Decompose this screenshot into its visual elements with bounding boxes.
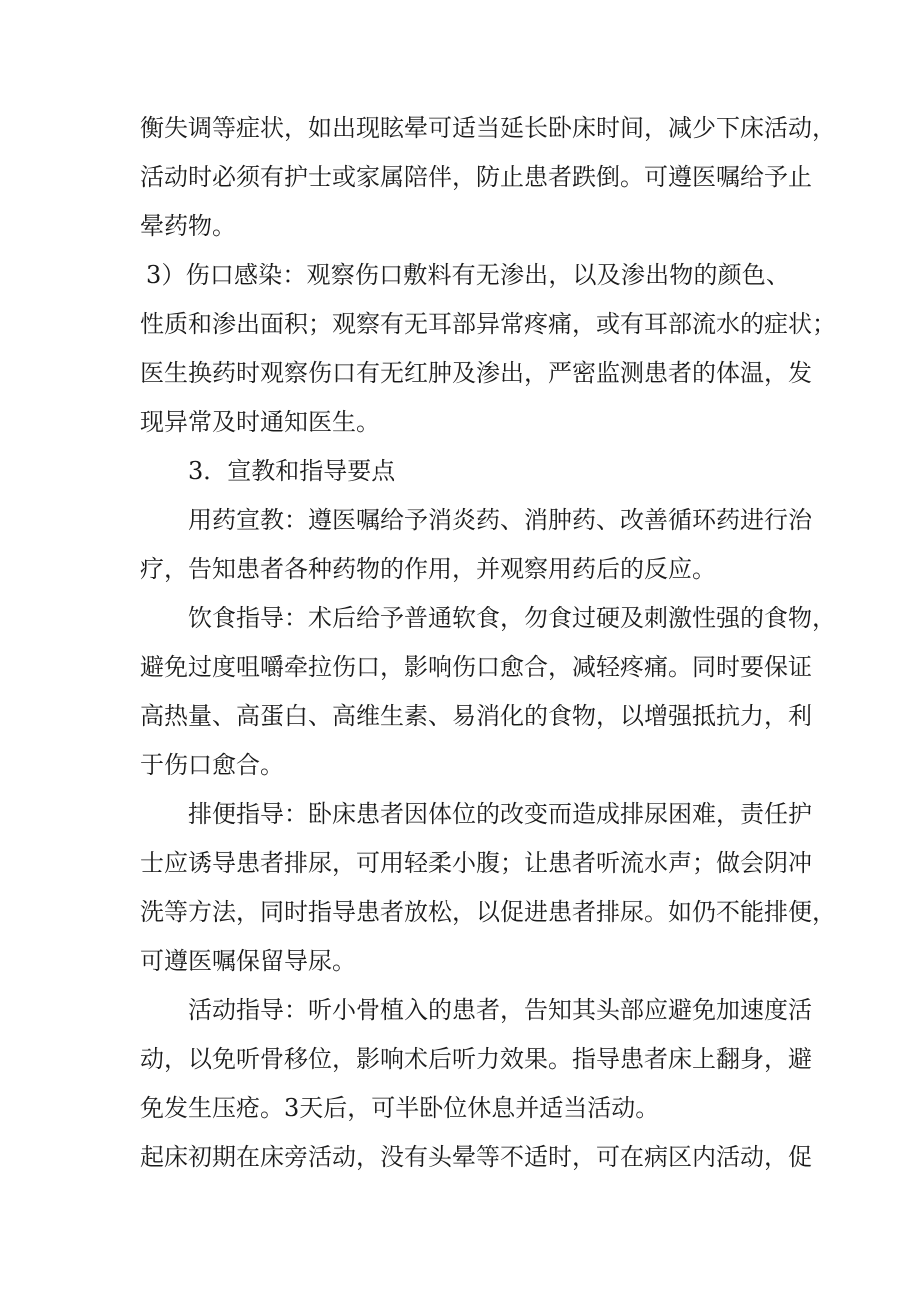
text-line: 于伤口愈合。 bbox=[140, 751, 284, 779]
text-line: 起床初期在床旁活动，没有头晕等不适时，可在病区内活动，促 bbox=[140, 1143, 812, 1171]
text-line: 排便指导：卧床患者因体位的改变而造成排尿困难，责任护 bbox=[188, 800, 812, 828]
text-line: 3）伤口感染：观察伤口敷料有无渗出，以及渗出物的颜色、 bbox=[146, 261, 790, 289]
text-line: 性质和渗出面积；观察有无耳部异常疼痛，或有耳部流水的症状； bbox=[140, 310, 836, 338]
section-heading: 3．宣教和指导要点 bbox=[188, 457, 396, 485]
text-line: 衡失调等症状，如出现眩晕可适当延长卧床时间，减少下床活动， bbox=[140, 114, 836, 142]
text-line: 可遵医嘱保留导尿。 bbox=[140, 947, 356, 975]
text-line: 晕药物。 bbox=[140, 212, 236, 240]
text-line: 免发生压疮。3天后，可半卧位休息并适当活动。 bbox=[140, 1094, 660, 1122]
text-line: 疗，告知患者各种药物的作用，并观察用药后的反应。 bbox=[140, 555, 716, 583]
text-line: 医生换药时观察伤口有无红肿及渗出，严密监测患者的体温，发 bbox=[140, 359, 812, 387]
text-line: 洗等方法，同时指导患者放松，以促进患者排尿。如仍不能排便， bbox=[140, 898, 836, 926]
text-line: 高热量、高蛋白、高维生素、易消化的食物，以增强抵抗力，利 bbox=[140, 702, 812, 730]
text-line: 现异常及时通知医生。 bbox=[140, 408, 380, 436]
text-line: 活动时必须有护士或家属陪伴，防止患者跌倒。可遵医嘱给予止 bbox=[140, 163, 812, 191]
text-line: 活动指导：听小骨植入的患者，告知其头部应避免加速度活 bbox=[188, 996, 812, 1024]
text-line: 动，以免听骨移位，影响术后听力效果。指导患者床上翻身，避 bbox=[140, 1045, 812, 1073]
text-line: 士应诱导患者排尿，可用轻柔小腹；让患者听流水声；做会阴冲 bbox=[140, 849, 812, 877]
text-line: 饮食指导：术后给予普通软食，勿食过硬及刺激性强的食物， bbox=[188, 604, 836, 632]
text-line: 避免过度咀嚼牵拉伤口，影响伤口愈合，减轻疼痛。同时要保证 bbox=[140, 653, 812, 681]
text-line: 用药宣教：遵医嘱给予消炎药、消肿药、改善循环药进行治 bbox=[188, 506, 812, 534]
